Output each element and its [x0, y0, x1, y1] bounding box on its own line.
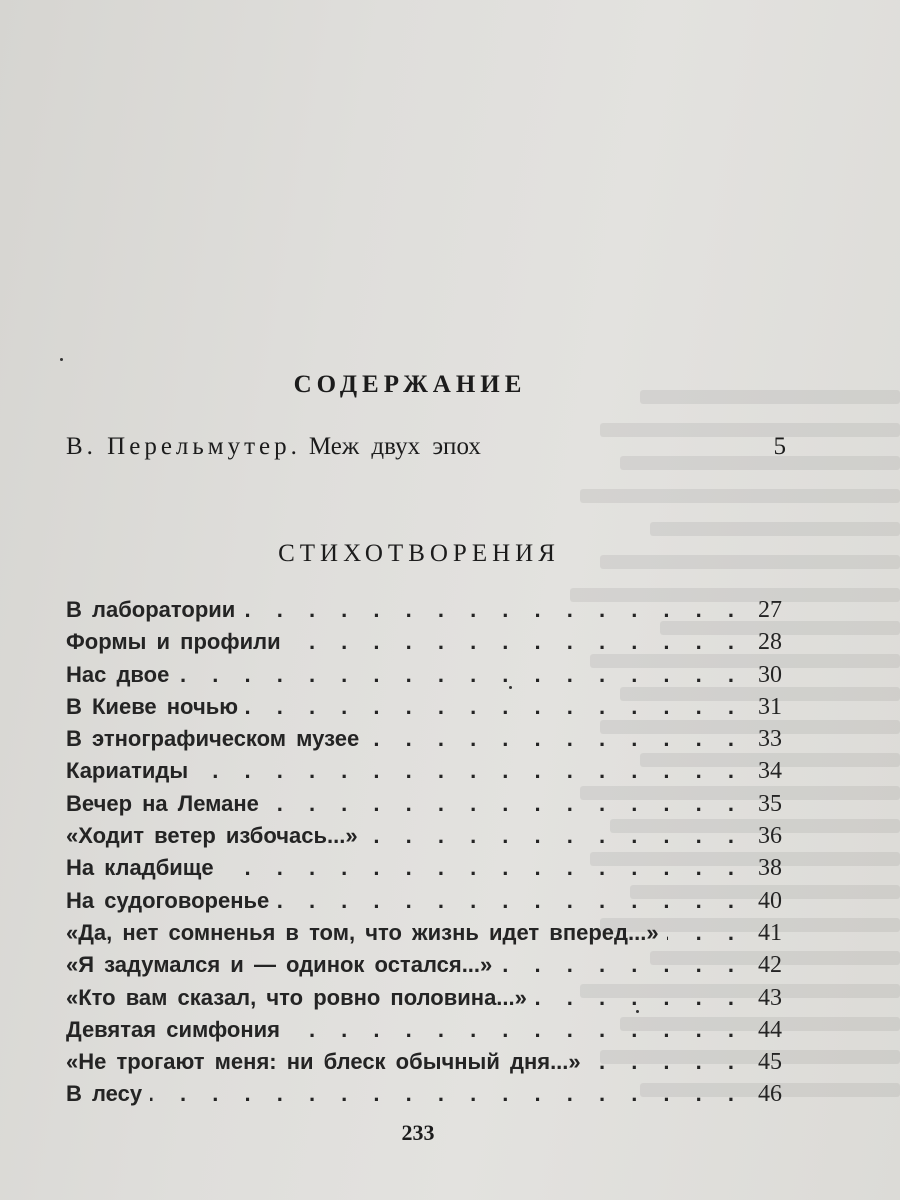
toc-entry-page: 34 [758, 758, 782, 785]
page-number: 233 [401, 1120, 435, 1145]
toc-entry[interactable] [66, 723, 782, 755]
toc-entry-page: 41 [758, 919, 782, 946]
toc-entry[interactable] [66, 788, 782, 820]
toc-entry-title: На судоговоренье [66, 887, 270, 913]
toc-entry-title: «Да, нет сомненья в том, что жизнь идет вперед...» [66, 919, 659, 945]
toc-entry-page: 31 [758, 693, 782, 720]
toc-entry[interactable] [66, 691, 782, 723]
toc-entry-title: В лесу [66, 1081, 143, 1107]
dot-leader [246, 691, 744, 723]
toc-entry-title: В Киеве ночью [66, 693, 239, 719]
paper-speck [636, 1010, 639, 1013]
dot-leader [222, 852, 744, 884]
dot-leader [288, 1014, 744, 1046]
toc-entry-page: 30 [758, 661, 782, 688]
dot-leader [535, 982, 744, 1014]
toc-entry[interactable] [66, 949, 782, 981]
toc-entry[interactable] [66, 885, 782, 917]
toc-entry[interactable] [66, 755, 782, 787]
dot-leader [243, 594, 744, 626]
dot-leader [367, 723, 744, 755]
toc-entry-page: 38 [758, 855, 782, 882]
paper-speck [60, 358, 63, 361]
toc-entry-page: 40 [758, 887, 782, 914]
dot-leader [277, 885, 744, 917]
dot-leader [196, 755, 744, 787]
dot-leader [366, 820, 744, 852]
toc-list [66, 594, 782, 1111]
toc-entry-page: 28 [758, 629, 782, 656]
toc-entry[interactable] [66, 1078, 782, 1110]
dot-leader [589, 1046, 744, 1078]
toc-entry-page: 43 [758, 984, 782, 1011]
toc-entry-page: 44 [758, 1016, 782, 1043]
toc-entry[interactable] [66, 917, 782, 949]
toc-entry[interactable] [66, 594, 782, 626]
toc-entry-page: 35 [758, 790, 782, 817]
section-heading: СТИХОТВОРЕНИЯ [278, 540, 560, 567]
dot-leader [667, 917, 744, 949]
intro-title: Меж двух эпох [308, 433, 481, 460]
intro-entry[interactable] [66, 433, 786, 461]
toc-entry[interactable] [66, 1046, 782, 1078]
toc-entry-title: В этнографическом музее [66, 726, 360, 752]
dot-leader [289, 626, 744, 658]
toc-entry-title: В лаборатории [66, 597, 236, 622]
toc-entry[interactable] [66, 659, 782, 691]
dot-leader [150, 1078, 744, 1110]
toc-entry-page: 36 [758, 823, 782, 850]
dot-leader [500, 949, 744, 981]
toc-entry-title: Вечер на Лемане [66, 790, 259, 816]
toc-entry[interactable] [66, 820, 782, 852]
toc-entry-page: 42 [758, 952, 782, 979]
toc-entry-page: 45 [758, 1049, 782, 1076]
toc-entry-title: «Я задумался и — одинок остался...» [66, 952, 493, 978]
toc-entry-title: «Ходит ветер избочась...» [66, 823, 358, 849]
dot-leader [267, 788, 744, 820]
toc-entry-page: 46 [758, 1081, 782, 1108]
toc-entry[interactable] [66, 1014, 782, 1046]
toc-entry-page: 27 [758, 597, 782, 623]
intro-author: В. Перельмутер. [66, 433, 301, 460]
toc-entry-title: «Кто вам сказал, что ровно половина...» [66, 984, 527, 1010]
toc-entry-title: Девятая симфония [66, 1016, 280, 1042]
intro-page-number: 5 [773, 433, 786, 460]
show-through-texture [760, 0, 900, 359]
dot-leader [177, 659, 744, 691]
toc-entry-title: Формы и профили [66, 629, 281, 655]
toc-entry-title: Кариатиды [66, 758, 189, 784]
toc-entry-page: 33 [758, 726, 782, 753]
contents-heading: СОДЕРЖАНИЕ [293, 371, 527, 398]
toc-entry-title: «Не трогают меня: ни блеск обычный дня...» [66, 1049, 581, 1075]
toc-entry[interactable] [66, 852, 782, 884]
paper-speck [509, 686, 512, 689]
toc-entry[interactable] [66, 626, 782, 658]
toc-entry-title: На кладбище [66, 855, 214, 881]
toc-entry[interactable] [66, 982, 782, 1014]
toc-entry-title: Нас двое [66, 661, 170, 687]
